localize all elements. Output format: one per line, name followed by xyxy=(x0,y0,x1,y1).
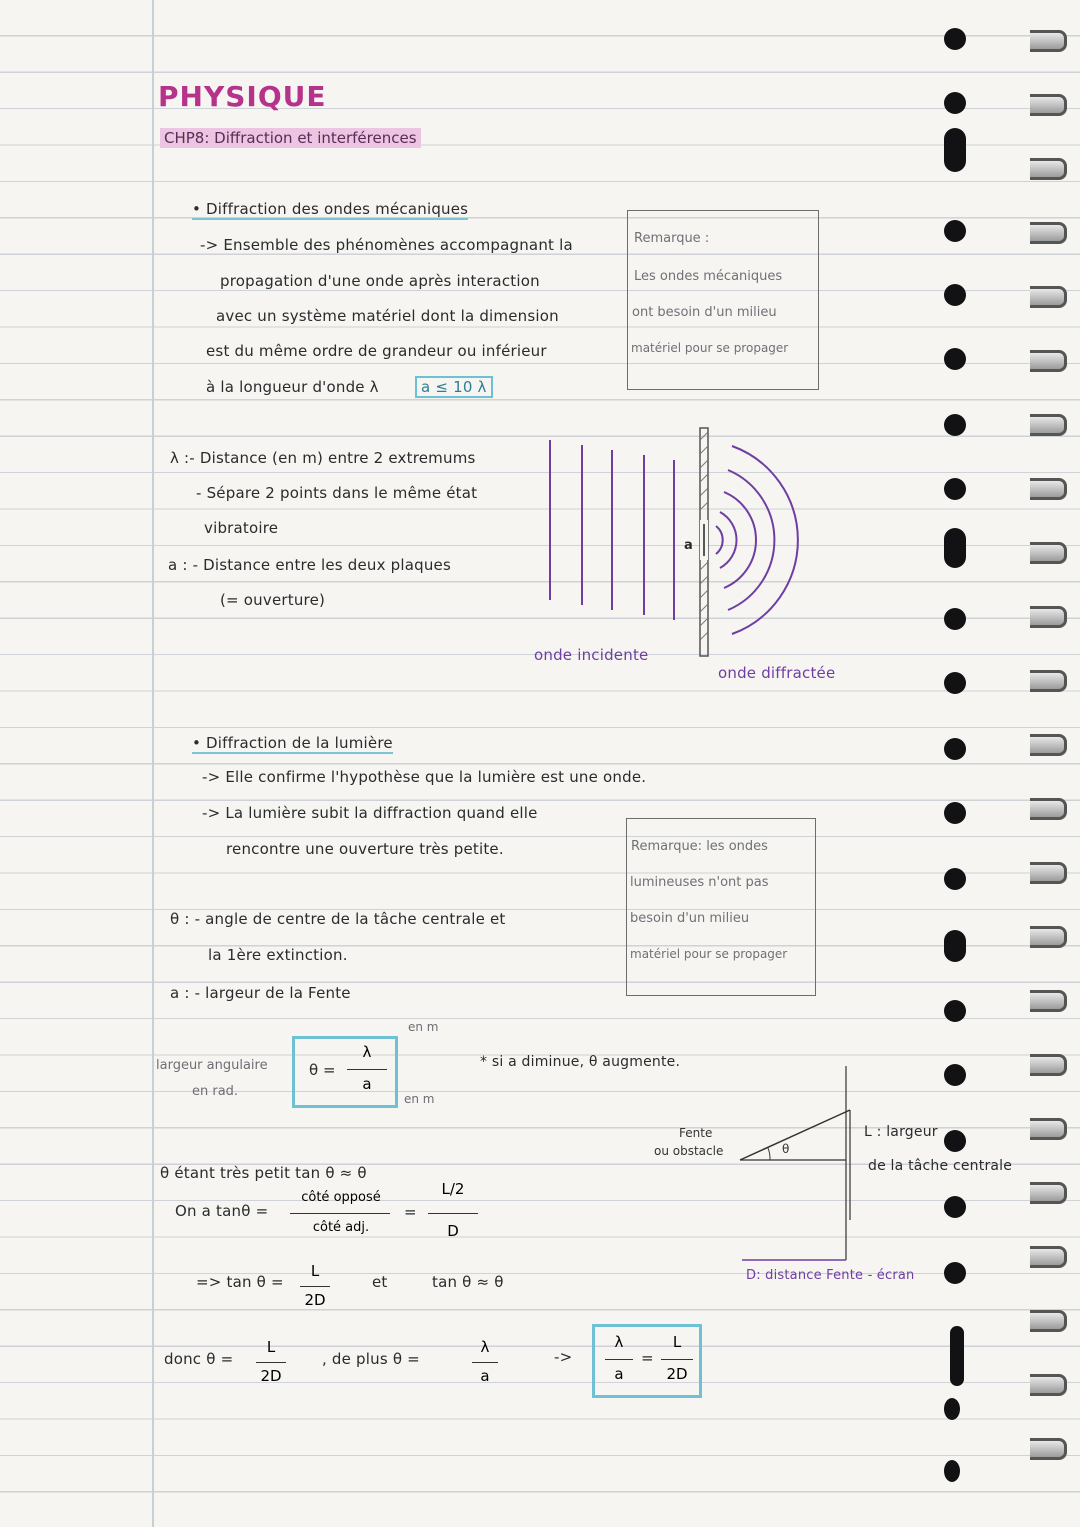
binding-hole xyxy=(944,1000,966,1022)
condition-badge: a ≤ 10 λ xyxy=(415,376,493,398)
light-line-3: rencontre une ouverture très petite. xyxy=(226,840,504,858)
slit-width-def: a : - largeur de la Fente xyxy=(170,984,351,1002)
derivation-line-4-lead: donc θ = xyxy=(164,1350,234,1368)
diffraction-diagram xyxy=(520,420,840,670)
diffracted-arc-5 xyxy=(732,446,798,634)
remark1-line-4: matériel pour se propager xyxy=(631,341,789,355)
unit-bottom-label: en m xyxy=(404,1092,435,1106)
binding-hole xyxy=(944,868,966,890)
binding-coil xyxy=(1030,1118,1067,1140)
line3-tail: tan θ ≈ θ xyxy=(432,1273,504,1291)
binding-coil xyxy=(1030,606,1067,628)
line4-fraction-bar-2 xyxy=(472,1362,498,1363)
derivation-line-2-lead: On a tanθ = xyxy=(175,1202,269,1220)
final-fraction-bar-2 xyxy=(661,1359,693,1360)
geometry-sketch xyxy=(730,1060,870,1280)
binding-hole xyxy=(944,930,966,962)
remark1-line-3: ont besoin d'un milieu xyxy=(632,305,777,320)
def-line-5: à la longueur d'onde λ xyxy=(206,378,379,396)
page-title: PHYSIQUE xyxy=(158,80,327,113)
formula-den: a xyxy=(362,1075,372,1093)
binding-coil xyxy=(1030,30,1067,52)
unit-top-label: en m xyxy=(408,1020,439,1034)
incident-wave-label: onde incidente xyxy=(534,646,649,664)
L2-D-fraction-bar xyxy=(428,1213,478,1214)
lambda-def-2: - Sépare 2 points dans le même état xyxy=(196,484,478,502)
line3-and: et xyxy=(372,1273,388,1291)
final-den1: a xyxy=(614,1365,624,1383)
L-label-1: L : largeur xyxy=(864,1124,938,1140)
binding-coil xyxy=(1030,926,1067,948)
diffracted-wave-label: onde diffractée xyxy=(718,664,836,682)
remark2-line-2: lumineuses n'ont pas xyxy=(630,875,769,890)
slit-label-2: ou obstacle xyxy=(654,1144,724,1158)
hypotenuse-line xyxy=(740,1110,850,1160)
binding-coil xyxy=(1030,1310,1067,1332)
line4-num: L xyxy=(266,1338,276,1356)
final-eq: = xyxy=(641,1349,654,1367)
binding-hole xyxy=(944,1130,966,1152)
tan-fraction-bar xyxy=(290,1213,390,1214)
incident-wavefronts xyxy=(550,440,674,620)
opposite-side: côté opposé xyxy=(301,1190,381,1205)
lambda-def-3: vibratoire xyxy=(204,519,279,537)
binding-hole xyxy=(944,1262,966,1284)
binding-coil xyxy=(1030,94,1067,116)
remark1-line-1: Remarque : xyxy=(634,231,710,246)
formula-num: λ xyxy=(362,1043,372,1061)
derivation-line-1: θ étant très petit tan θ ≈ θ xyxy=(160,1164,367,1182)
binding-hole xyxy=(944,284,966,306)
diffracted-arc-3 xyxy=(724,492,756,588)
adjacent-side: côté adj. xyxy=(312,1220,370,1235)
final-result-box xyxy=(592,1324,702,1398)
binding-coil xyxy=(1030,1054,1067,1076)
binding-coil xyxy=(1030,1438,1067,1460)
binding-coil xyxy=(1030,862,1067,884)
section1-heading: • Diffraction des ondes mécaniques xyxy=(192,200,469,218)
binding-coil xyxy=(1030,1246,1067,1268)
remark2-line-3: besoin d'un milieu xyxy=(630,911,750,926)
binding-coil xyxy=(1030,1182,1067,1204)
line3-num: L xyxy=(310,1262,320,1280)
line4-den2: a xyxy=(480,1367,490,1385)
diffracted-arc-4 xyxy=(728,470,774,610)
remark-box-1 xyxy=(627,210,819,390)
derivation-arrow: -> xyxy=(554,1348,573,1366)
remark-box-2 xyxy=(626,818,816,996)
def-line-1: -> Ensemble des phénomènes accompagnant la xyxy=(200,236,573,254)
binding-coil xyxy=(1030,222,1067,244)
final-fraction-bar-1 xyxy=(605,1359,633,1360)
diffracted-wavefronts xyxy=(716,446,798,634)
binding-coil xyxy=(1030,734,1067,756)
binding-hole xyxy=(944,128,966,172)
theta-mark: θ xyxy=(782,1142,790,1156)
binding-coil xyxy=(1030,542,1067,564)
theta-def-2: la 1ère extinction. xyxy=(208,946,348,964)
binding-hole xyxy=(944,802,966,824)
binding-hole xyxy=(950,1326,964,1386)
final-num1: λ xyxy=(614,1333,624,1351)
binding-hole xyxy=(944,220,966,242)
remark1-line-2: Les ondes mécaniques xyxy=(634,269,783,284)
L-over-2: L/2 xyxy=(441,1180,465,1198)
angular-width-label: largeur angulaire xyxy=(156,1058,268,1073)
slit-label-1: Fente xyxy=(679,1126,713,1140)
light-line-1: -> Elle confirme l'hypothèse que la lumière est une onde. xyxy=(202,768,647,786)
binding-coil xyxy=(1030,158,1067,180)
derivation-line-3-lead: => tan θ = xyxy=(196,1273,284,1291)
line4-num2: λ xyxy=(480,1338,490,1356)
slit-a-label: a xyxy=(684,538,693,553)
binding-coil xyxy=(1030,414,1067,436)
formula-theta: θ = xyxy=(309,1061,336,1079)
def-line-2: propagation d'une onde après interaction xyxy=(220,272,540,290)
a-def-2: (= ouverture) xyxy=(220,591,326,609)
D-denominator: D xyxy=(447,1222,459,1240)
binding-hole xyxy=(944,1064,966,1086)
formula-fraction-bar xyxy=(347,1069,387,1070)
derivation-eq: = xyxy=(404,1203,417,1221)
binding-hole xyxy=(944,1460,960,1482)
binding-hole xyxy=(944,414,966,436)
binding-hole xyxy=(944,672,966,694)
binding-hole xyxy=(944,1196,966,1218)
binding-hole xyxy=(944,738,966,760)
section2-heading-text: Diffraction de la lumière xyxy=(206,734,393,752)
final-den2: 2D xyxy=(666,1365,688,1383)
section2-heading: • Diffraction de la lumière xyxy=(192,734,393,752)
binding-coil xyxy=(1030,478,1067,500)
binding-hole xyxy=(944,478,966,500)
chapter-label: CHP8: Diffraction et interférences xyxy=(160,128,421,148)
light-line-2: -> La lumière subit la diffraction quand elle xyxy=(202,804,538,822)
binding-hole xyxy=(944,528,966,568)
L-label-2: de la tâche centrale xyxy=(868,1158,1013,1174)
theta-def-1: θ : - angle de centre de la tâche centrale et xyxy=(170,910,506,928)
line3-fraction-bar xyxy=(300,1286,330,1287)
theta-arc xyxy=(768,1148,770,1160)
diffracted-arc-1 xyxy=(716,526,723,554)
line3-den: 2D xyxy=(304,1291,326,1309)
a-def-1: a : - Distance entre les deux plaques xyxy=(168,556,452,574)
binding-hole xyxy=(944,348,966,370)
line4-fraction-bar xyxy=(256,1362,286,1363)
radian-unit-label: en rad. xyxy=(192,1084,239,1099)
remark2-line-4: matériel pour se propager xyxy=(630,947,788,961)
D-label: D: distance Fente - écran xyxy=(746,1268,915,1283)
formula-note: * si a diminue, θ augmente. xyxy=(480,1054,681,1070)
binding-coil xyxy=(1030,286,1067,308)
angular-width-formula-box xyxy=(292,1036,398,1108)
binding-hole xyxy=(944,28,966,50)
binding-coil xyxy=(1030,990,1067,1012)
binding-hole xyxy=(944,608,966,630)
binding-coil xyxy=(1030,670,1067,692)
binding-coil xyxy=(1030,350,1067,372)
binding-coil xyxy=(1030,1374,1067,1396)
final-num2: L xyxy=(672,1333,682,1351)
def-line-4: est du même ordre de grandeur ou inférieur xyxy=(206,342,547,360)
section1-heading-text: Diffraction des ondes mécaniques xyxy=(206,200,469,218)
binding-hole xyxy=(944,1398,960,1420)
line4-mid: , de plus θ = xyxy=(322,1350,420,1368)
lambda-def-1: λ :- Distance (en m) entre 2 extremums xyxy=(170,449,476,467)
binding-coil xyxy=(1030,798,1067,820)
binding-hole xyxy=(944,92,966,114)
remark2-line-1: Remarque: les ondes xyxy=(631,839,768,854)
line4-den: 2D xyxy=(260,1367,282,1385)
def-line-3: avec un système matériel dont la dimension xyxy=(216,307,559,325)
